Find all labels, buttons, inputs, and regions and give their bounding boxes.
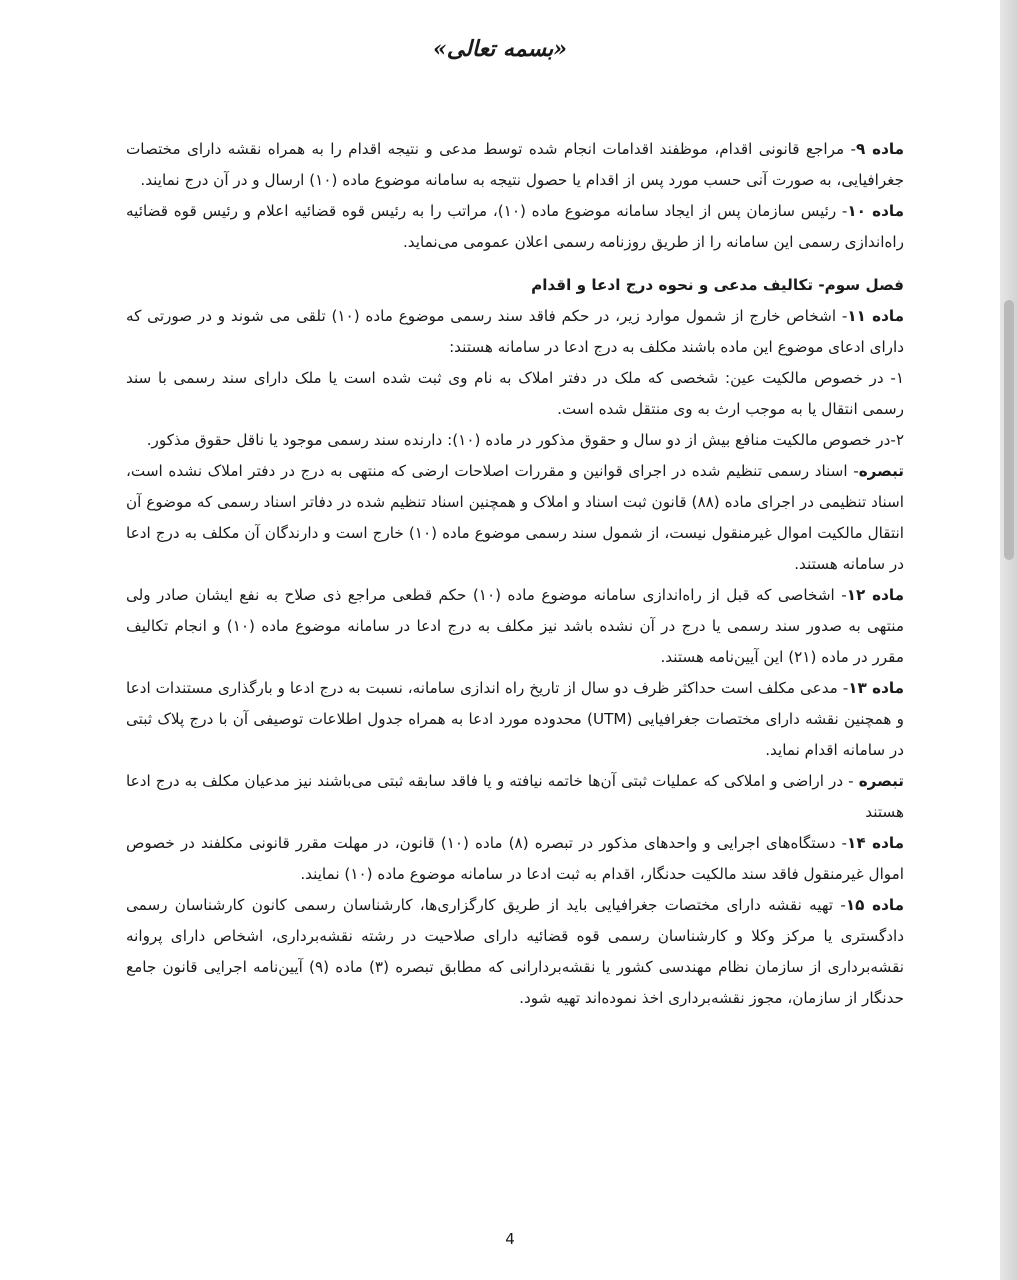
- article-label: ماده ۱۴: [847, 834, 904, 852]
- article-label: ماده ۱۱: [847, 307, 904, 325]
- article-13: [126, 673, 904, 766]
- article-9: [126, 134, 904, 196]
- article-label: ماده ۱۵: [845, 896, 905, 914]
- invocation-header: «بسمه تعالی»: [433, 36, 567, 62]
- list-item-2: ۲-در خصوص مالکیت منافع بیش از دو سال و حقوق مذکور در ماده (۱۰): دارنده سند رسمی موجود یا ناقل حقوق مذکور.: [146, 431, 904, 449]
- article-label: ماده ۱۰: [847, 202, 904, 220]
- list-item-1: ۱- در خصوص مالکیت عین: شخصی که ملک در دفتر املاک به نام وی ثبت شده است یا ملک دارای سند رسمی با سند رسمی انتقال یا به موجب ارث به وی منتقل شده است.: [126, 369, 904, 418]
- article-14: [126, 828, 904, 890]
- note-1: [126, 456, 904, 580]
- article-text: - اشخاصی که قبل از راه‌اندازی سامانه موضوع ماده (۱۰) حکم قطعی مراجع ذی صلاح به نفع ایشان صادر ولی منتهی به صدور سند رسمی یا درج در آن نشده باشد نیز مکلف به درج ادعا در سامانه موضوع ماده (۱۰) و انجام تکالیف مقرر در ماده (۲۱) این آیین‌نامه هستند.: [126, 586, 904, 666]
- article-text: - تهیه نقشه دارای مختصات جغرافیایی باید از طریق کارگزاری‌ها، کارشناسان رسمی کانون کارشناسان رسمی دادگستری یا مرکز وکلا و کارشناسان رسمی قوه قضائیه دارای صلاحیت در رشته نقشه‌برداری، اشخاص دارای پروانه نقشه‌برداری از سازمان نظام مهندسی کشور یا نقشه‌بردارانی که مطابق تبصره (۳) ماده (۹) آیین‌نامه اجرایی قانون جامع حدنگار از سازمان، مجوز نقشه‌برداری اخذ نموده‌اند تهیه شود.: [126, 896, 905, 1007]
- note-text: - اسناد رسمی تنظیم شده در اجرای قوانین و مقررات اصلاحات ارضی که منتهی به درج در دفتر املاک نشده است، اسناد تنظیمی در اجرای ماده (۸۸) قانون ثبت اسناد و املاک و همچنین اسناد تنظیم شده در دفاتر اسناد رسمی که موضوع آن انتقال مالکیت اموال غیرمنقول نیست، از شمول سند رسمی موضوع ماده (۱۰) خارج است و دارندگان آن مکلف به درج ادعا در سامانه هستند.: [126, 462, 905, 573]
- article-label: ماده ۱۲: [846, 586, 904, 604]
- document-body: [126, 134, 904, 1014]
- article-text: - رئیس سازمان پس از ایجاد سامانه موضوع ماده (۱۰)، مراتب را به رئیس قوه قضائیه اعلام و رئیس قوه قضائیه راه‌اندازی رسمی این سامانه را از طریق روزنامه رسمی اعلان عمومی می‌نماید.: [126, 202, 904, 251]
- article-text: - اشخاص خارج از شمول موارد زیر، در حکم فاقد سند رسمی موضوع ماده (۱۰) تلقی می شوند و در صورتی که دارای ادعای موضوع این ماده باشند مکلف به درج ادعا در سامانه هستند:: [126, 307, 904, 356]
- note-text: - در اراضی و املاکی که عملیات ثبتی آن‌ها خاتمه نیافته و یا فاقد سابقه ثبتی می‌باشند نیز مدعیان مکلف به درج ادعا هستند: [126, 772, 904, 821]
- scrollbar-thumb[interactable]: [1004, 300, 1014, 560]
- article-text: - مدعی مکلف است حداکثر ظرف دو سال از تاریخ راه اندازی سامانه، نسبت به درج ادعا و بارگذاری مستندات ادعا و همچنین نقشه دارای مختصات جغرافیایی (UTM) محدوده مورد ادعا به همراه جدول اطلاعات توصیفی آن با درج پلاک ثبتی در سامانه اقدام نماید.: [126, 679, 904, 759]
- article-label: ماده ۹: [856, 140, 904, 158]
- article-label: ماده ۱۳: [848, 679, 904, 697]
- scrollbar-track[interactable]: [1000, 0, 1018, 1280]
- article-11: [126, 301, 904, 363]
- article-12: [126, 580, 904, 673]
- note-label: تبصره: [858, 772, 904, 790]
- chapter-heading: فصل سوم- تکالیف مدعی و نحوه درج ادعا و اقدام: [531, 276, 904, 294]
- note-2: [126, 766, 904, 828]
- page-number: 4: [505, 1230, 515, 1248]
- note-label: تبصره: [858, 462, 904, 480]
- article-15: [126, 890, 904, 1014]
- article-text: - مراجع قانونی اقدام، موظفند اقدامات انجام شده توسط مدعی و نتیجه اقدام را به همراه نقشه دارای مختصات جغرافیایی، به صورت آنی حسب مورد پس از اقدام یا حصول نتیجه به سامانه موضوع ماده (۱۰) ارسال و در آن درج نمایند.: [126, 140, 904, 189]
- article-10: [126, 196, 904, 258]
- article-text: - دستگاه‌های اجرایی و واحدهای مذکور در تبصره (۸) ماده (۱۰) قانون، در مهلت مقرر قانونی مکلفند در خصوص اموال غیرمنقول فاقد سند مالکیت حدنگار، اقدام به ثبت ادعا در سامانه موضوع ماده (۱۰) نمایند.: [126, 834, 904, 883]
